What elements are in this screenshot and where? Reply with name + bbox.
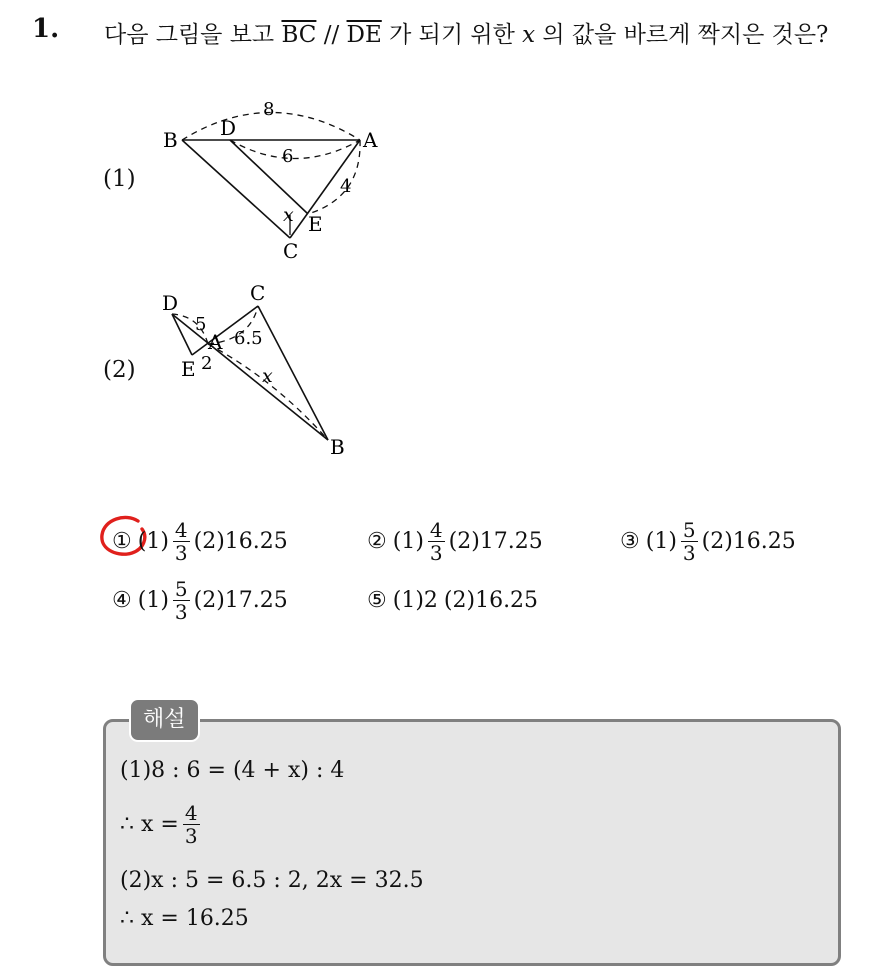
fig1-measure-ec: x — [283, 204, 294, 226]
fraction-numerator: 5 — [682, 517, 696, 542]
explanation-line-2 — [120, 802, 204, 847]
fig1-segment-de — [230, 140, 308, 214]
fraction-denominator: 3 — [174, 540, 188, 565]
question-number: 1. — [32, 14, 60, 44]
fig1-measure-da: 6 — [282, 146, 294, 167]
choice-part2: (2)17.25 — [448, 528, 543, 554]
choice-fraction — [681, 519, 698, 564]
fig2-measure-ab: x — [262, 365, 273, 387]
choice-fraction — [428, 519, 445, 564]
choice-part2: (2)17.25 — [193, 587, 288, 613]
question-text-c: 의 값을 바르게 짝지은 것은? — [535, 22, 829, 48]
fig2-point-b: B — [330, 435, 345, 459]
choice-part1: (1) — [392, 528, 424, 554]
explanation-tag: 해설 — [129, 698, 200, 742]
fig1-point-b: B — [163, 128, 178, 152]
explanation-line-3: (2)x : 5 = 6.5 : 2, 2x = 32.5 — [120, 868, 424, 893]
question-text — [104, 16, 874, 54]
explanation-line-2-prefix: ∴ x = — [120, 812, 179, 837]
choice-4[interactable] — [112, 572, 288, 628]
fig2-segment-de — [172, 314, 192, 355]
explanation-line-4: ∴ x = 16.25 — [120, 906, 249, 931]
fig1-arc-da — [230, 140, 360, 159]
figure1-diagram — [150, 95, 390, 265]
explanation-line-1: (1)8 : 6 = (4 + x) : 4 — [120, 758, 345, 783]
choice-part2: (2)16.25 — [193, 528, 288, 554]
fraction-numerator: 5 — [174, 576, 188, 601]
segment-de: $\overline{DE}$ — [346, 22, 382, 48]
choice-part1: (1)2 — [392, 587, 438, 613]
choice-part2: (2)16.25 — [701, 528, 796, 554]
choice-number: ⑤ — [367, 587, 387, 613]
question-text-b: 가 되기 위한 — [381, 22, 523, 48]
fraction-denominator: 3 — [184, 824, 198, 848]
choice-part1: (1) — [137, 587, 169, 613]
fig1-measure-ba: 8 — [263, 99, 275, 120]
choice-5[interactable] — [367, 572, 538, 628]
choice-fraction — [173, 519, 190, 564]
fig2-point-d: D — [162, 291, 179, 315]
question-variable: x — [522, 22, 536, 48]
fig2-measure-ac: 6.5 — [234, 328, 263, 349]
fraction-denominator: 3 — [174, 599, 188, 624]
figure2-label: (2) — [103, 357, 136, 383]
choice-3[interactable] — [620, 513, 796, 569]
choice-number: ④ — [112, 587, 132, 613]
fraction-numerator: 4 — [184, 801, 198, 825]
figure2-diagram — [150, 282, 370, 467]
fig1-point-d: D — [220, 116, 237, 140]
choice-fraction — [173, 578, 190, 623]
choice-part1: (1) — [137, 528, 169, 554]
fig2-measure-ad: 5 — [195, 314, 207, 335]
parallel-sign: // — [316, 22, 347, 48]
choice-number: ① — [112, 528, 132, 554]
fig2-point-e: E — [181, 357, 196, 381]
explanation-fraction — [183, 802, 200, 847]
fig1-segment-bc — [182, 140, 290, 238]
fig1-point-a: A — [363, 128, 378, 152]
choice-number: ② — [367, 528, 387, 554]
segment-bc: $\overline{BC}$ — [281, 22, 317, 48]
fig1-point-c: C — [283, 239, 299, 263]
fig2-point-c: C — [250, 281, 266, 305]
figure1-label: (1) — [103, 166, 136, 192]
question-text-a: 다음 그림을 보고 — [104, 22, 282, 48]
fig1-measure-ae: 4 — [340, 176, 352, 197]
choice-part2: (2)16.25 — [443, 587, 539, 613]
fraction-numerator: 4 — [429, 517, 443, 542]
choice-number: ③ — [620, 528, 640, 554]
choice-part1: (1) — [645, 528, 677, 554]
choice-1[interactable] — [112, 513, 288, 569]
fig2-point-a: A — [208, 330, 223, 354]
fraction-denominator: 3 — [429, 540, 443, 565]
fraction-denominator: 3 — [682, 540, 696, 565]
choice-2[interactable] — [367, 513, 543, 569]
fraction-numerator: 4 — [174, 517, 188, 542]
fig1-point-e: E — [308, 212, 323, 236]
fig2-measure-ae: 2 — [201, 353, 213, 374]
